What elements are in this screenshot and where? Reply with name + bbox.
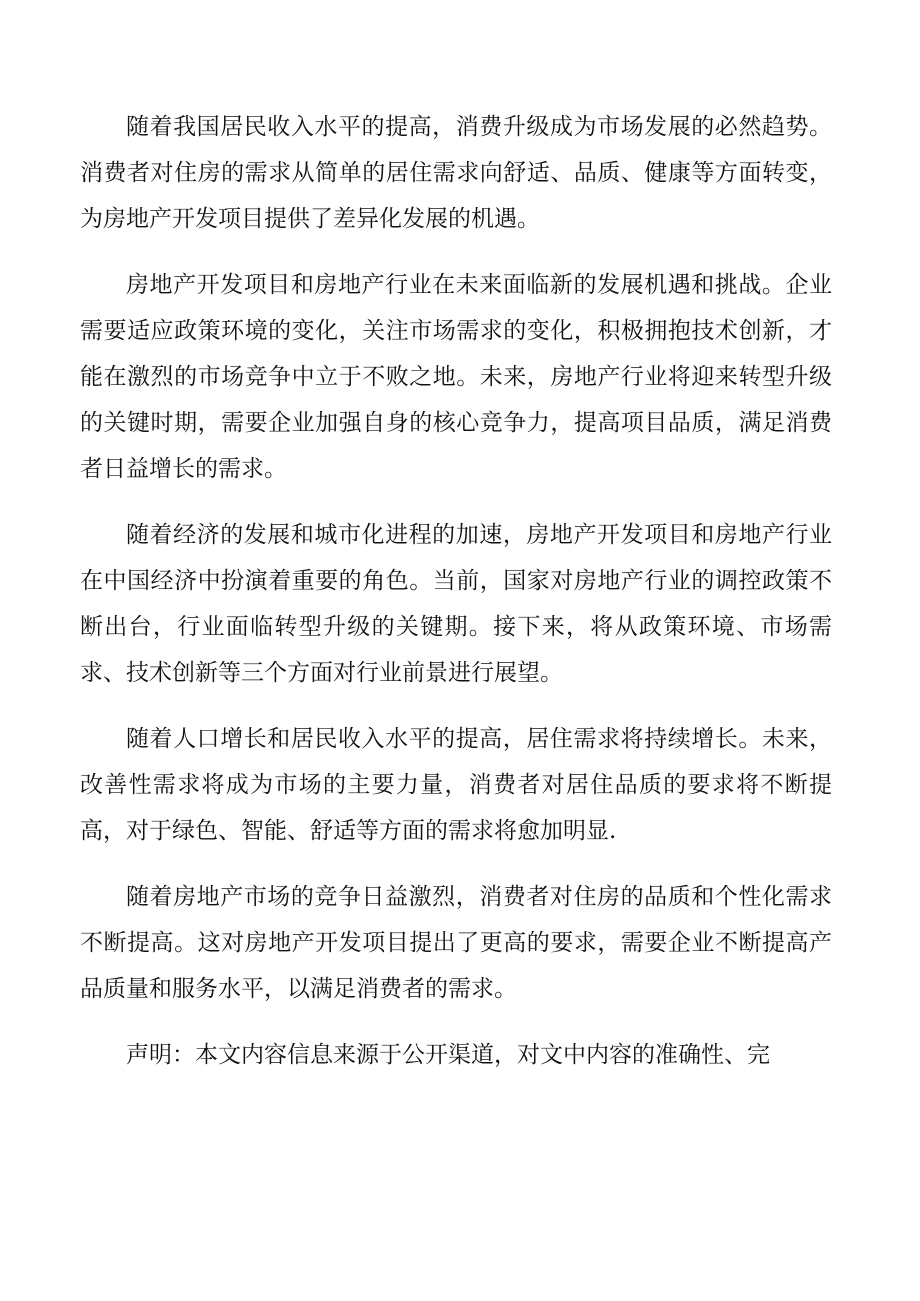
paragraph-market-competition: 随着房地产市场的竞争日益激烈，消费者对住房的品质和个性化需求不断提高。这对房地产开发项目提出了更高的要求，需要企业不断提高产品质量和服务水平，以满足消费者的需求。 (80, 884, 832, 1002)
paragraph-consumption-upgrade: 随着我国居民收入水平的提高，消费升级成为市场发展的必然趋势。消费者对住房的需求从简单的居住需求向舒适、品质、健康等方面转变，为房地产开发项目提供了差异化发展的机遇。 (80, 114, 832, 232)
paragraph-opportunities-challenges: 房地产开发项目和房地产行业在未来面临新的发展机遇和挑战。企业需要适应政策环境的变化，关注市场需求的变化，积极拥抱技术创新，才能在激烈的市场竞争中立于不败之地。未来，房地产行业将迎来转型升级的关键时期，需要企业加强自身的核心竞争力，提高项目品质，满足消费者日益增长的需求。 (80, 272, 832, 482)
paragraph-housing-demand: 随着人口增长和居民收入水平的提高，居住需求将持续增长。未来，改善性需求将成为市场的主要力量，消费者对居住品质的要求将不断提高，对于绿色、智能、舒适等方面的需求将愈加明显. (80, 726, 832, 844)
paragraph-disclaimer: 声明：本文内容信息来源于公开渠道，对文中内容的准确性、完 (126, 1042, 770, 1068)
paragraph-industry-outlook: 随着经济的发展和城市化进程的加速，房地产开发项目和房地产行业在中国经济中扮演着重要的角色。当前，国家对房地产行业的调控政策不断出台，行业面临转型升级的关键期。接下来，将从政策环境、市场需求、技术创新等三个方面对行业前景进行展望。 (80, 522, 832, 686)
document-body (80, 104, 832, 1078)
